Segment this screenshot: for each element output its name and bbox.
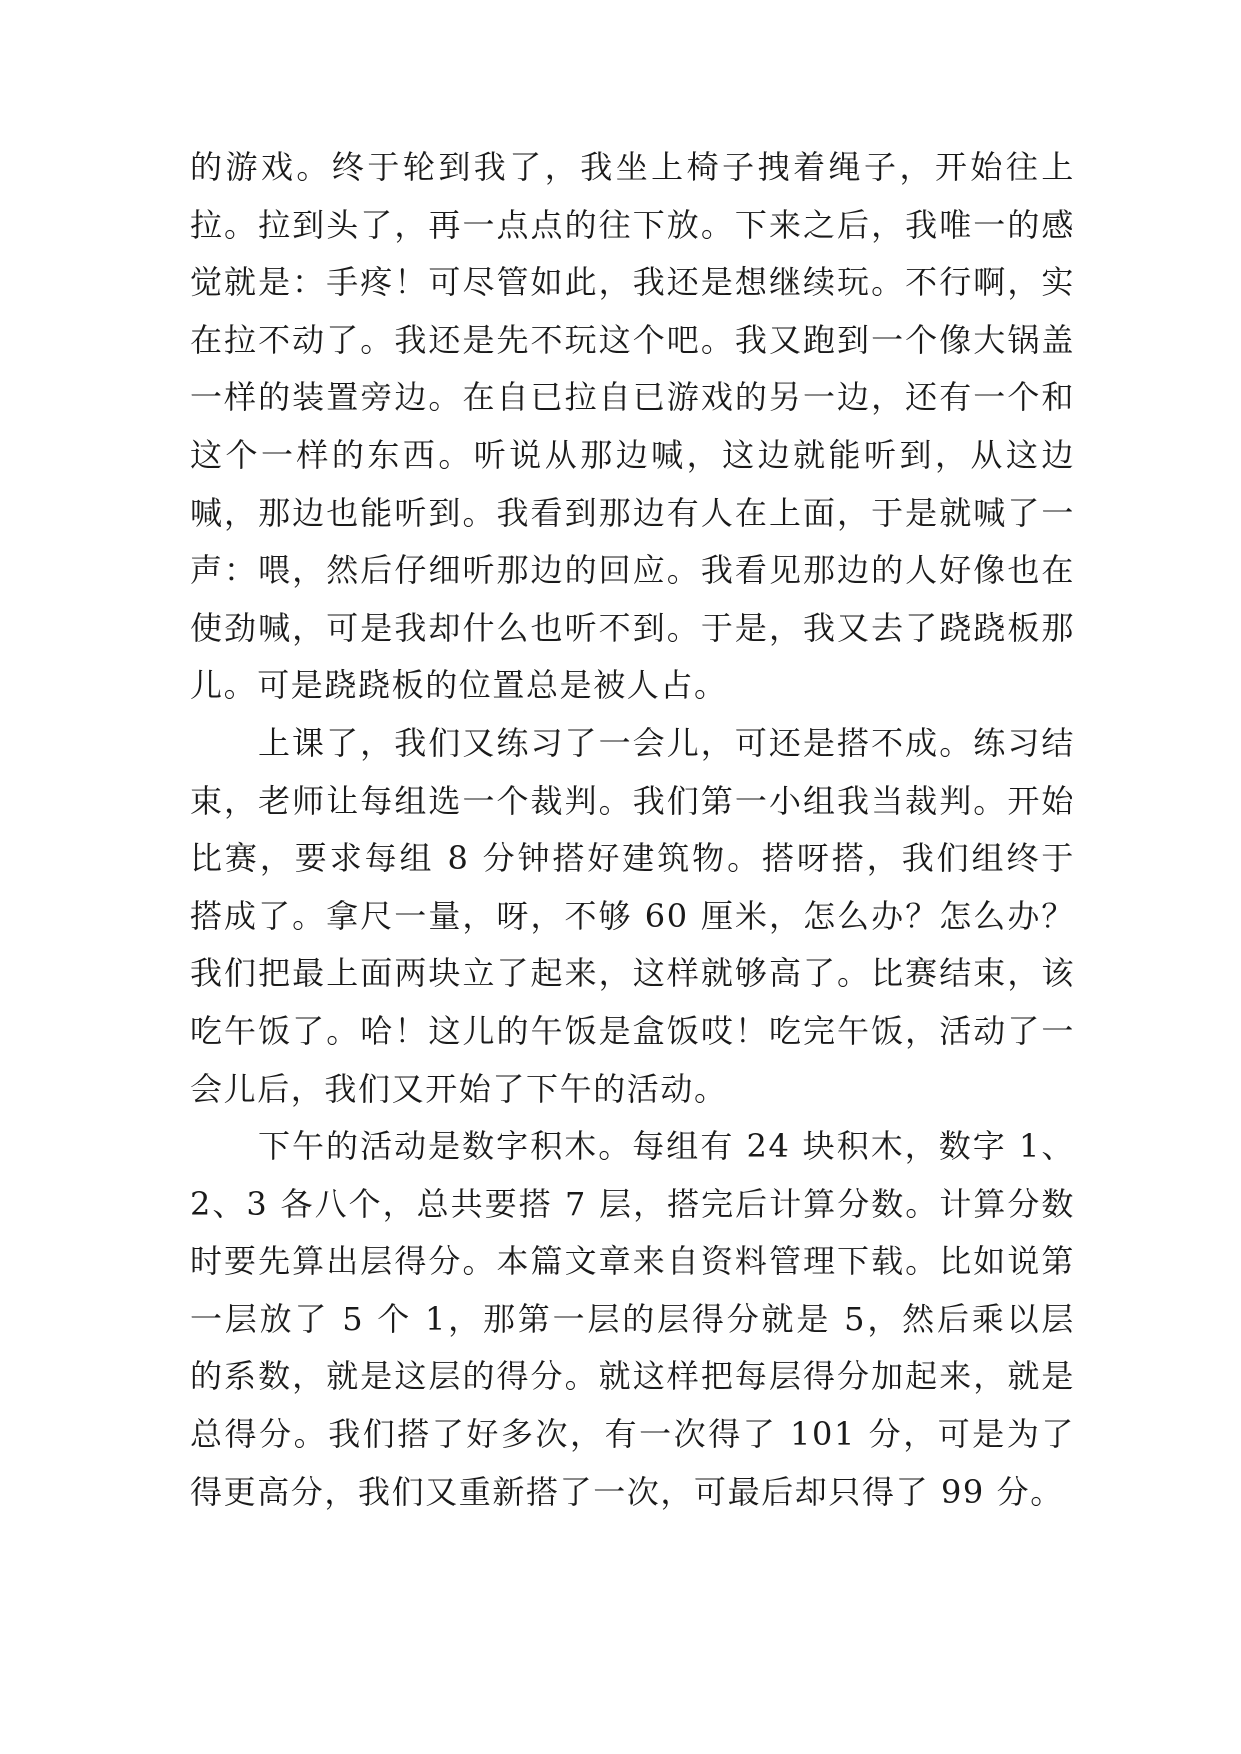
document-body [190, 139, 1075, 1521]
paragraph-2: 上课了，我们又练习了一会儿，可还是搭不成。练习结束，老师让每组选一个裁判。我们第一小组我当裁判。开始比赛，要求每组 8 分钟搭好建筑物。搭呀搭，我们组终于搭成了。拿尺一量，呀，不够 60 厘米，怎么办？怎么办？我们把最上面两块立了起来，这样就够高了。比赛结束，该吃午饭了。哈！这儿的午饭是盒饭哎！吃完午饭，活动了一会儿后，我们又开始了下午的活动。 [190, 723, 1075, 1108]
paragraph-1: 的游戏。终于轮到我了，我坐上椅子拽着绳子，开始往上拉。拉到头了，再一点点的往下放。下来之后，我唯一的感觉就是：手疼！可尽管如此，我还是想继续玩。不行啊，实在拉不动了。我还是先不玩这个吧。我又跑到一个像大锅盖一样的装置旁边。在自已拉自已游戏的另一边，还有一个和这个一样的东西。听说从那边喊，这边就能听到，从这边喊，那边也能听到。我看到那边有人在上面，于是就喊了一声：喂，然后仔细听那边的回应。我看见那边的人好像也在使劲喊，可是我却什么也听不到。于是，我又去了跷跷板那儿。可是跷跷板的位置总是被人占。 [190, 148, 1075, 705]
paragraph-3: 下午的活动是数字积木。每组有 24 块积木，数字 1、2、3 各八个，总共要搭 7 层，搭完后计算分数。计算分数时要先算出层得分。本篇文章来自资料管理下载。比如说第一层放了 5 个 1，那第一层的层得分就是 5，然后乘以层的系数，就是这层的得分。就这样把每层得分加起来，就是总得分。我们搭了好多次，有一次得了 101 分，可是为了得更高分，我们又重新搭了一次，可最后却只得了 99 分。 [190, 1127, 1075, 1511]
